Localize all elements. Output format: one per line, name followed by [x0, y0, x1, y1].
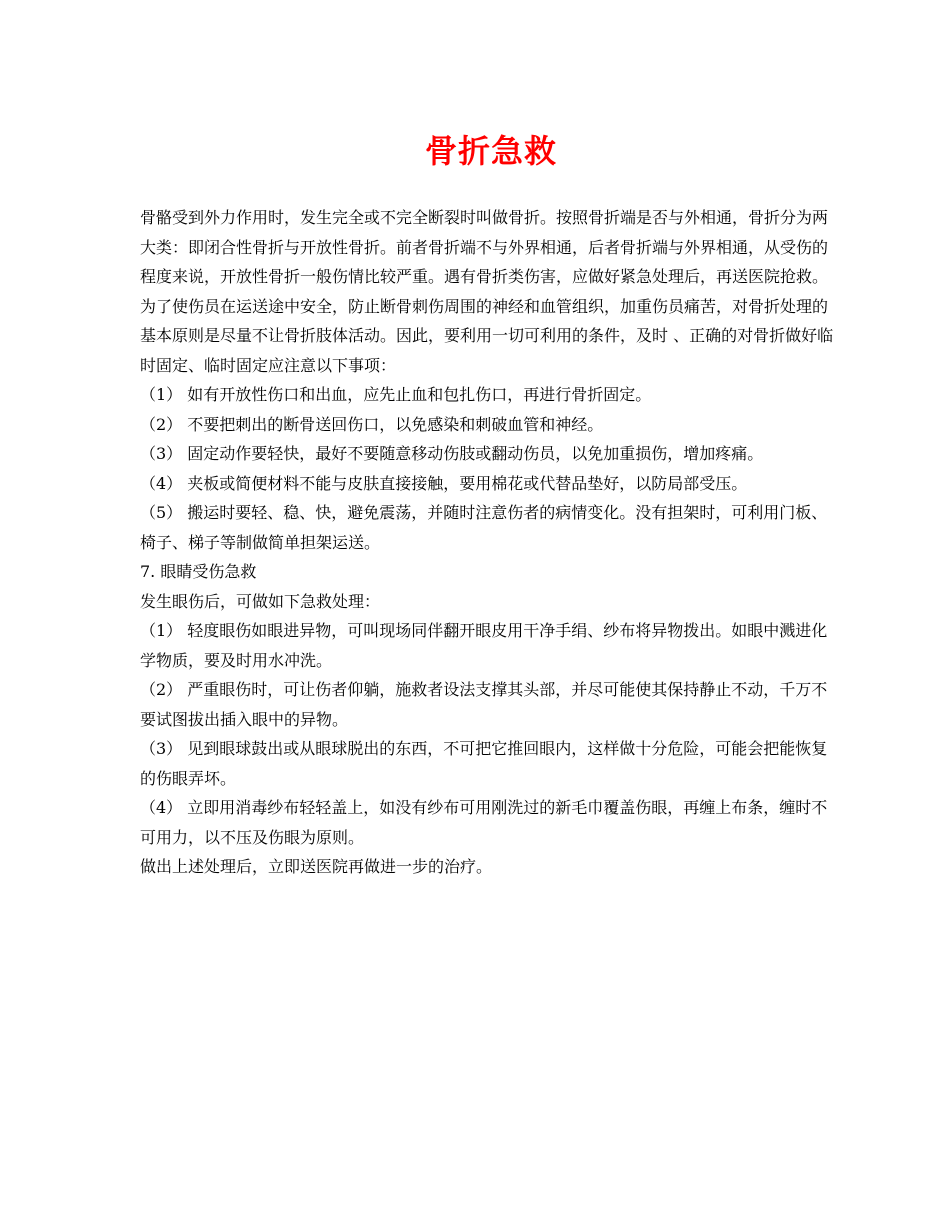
eye-step-2: （2） 严重眼伤时，可让伤者仰躺，施救者设法支撑其头部，并尽可能使其保持静止不动，千万不要试图拔出插入眼中的异物。 — [140, 680, 828, 729]
fracture-step-2: （2） 不要把刺出的断骨送回伤口，以免感染和刺破血管和神经。 — [140, 414, 604, 434]
eye-step-4: （4） 立即用消毒纱布轻轻盖上，如没有纱布可用刚洗过的新毛巾覆盖伤眼，再缠上布条，缠时不可用力，以不压及伤眼为原则。 — [140, 798, 828, 847]
eye-step-3: （3） 见到眼球鼓出或从眼球脱出的东西，不可把它推回眼内，这样做十分危险，可能会把能恢复的伤眼弄坏。 — [140, 739, 828, 788]
eye-step-1: （1） 轻度眼伤如眼进异物，可叫现场同伴翻开眼皮用干净手绢、纱布将异物拨出。如眼中溅进化学物质，要及时用水冲洗。 — [140, 621, 828, 670]
fracture-step-5: （5） 搬运时要轻、稳、快，避免震荡，并随时注意伤者的病情变化。没有担架时，可利用门板、椅子、梯子等制做简单担架运送。 — [140, 503, 828, 552]
fracture-step-3: （3） 固定动作要轻快，最好不要随意移动伤肢或翻动伤员，以免加重损伤，增加疼痛。 — [140, 444, 764, 463]
fracture-step-1: （1） 如有开放性伤口和出血，应先止血和包扎伤口，再进行骨折固定。 — [140, 385, 652, 404]
paragraph-intro: 骨骼受到外力作用时，发生完全或不完全断裂时叫做骨折。按照骨折端是否与外相通，骨折分为两大类：即闭合性骨折与开放性骨折。前者骨折端不与外界相通，后者骨折端与外界相通，从受伤的程度来说，开放性骨折一般伤情比较严重。遇有骨折类伤害，应做好紧急处理后，再送医院抢救。 — [140, 208, 829, 286]
paragraph-eye-intro: 发生眼伤后，可做如下急救处理： — [140, 591, 381, 611]
page-title: 骨折急救 — [424, 132, 557, 170]
document-body — [140, 203, 842, 882]
fracture-step-4: （4） 夹板或简便材料不能与皮肤直接接触，要用棉花或代替品垫好，以防局部受压。 — [140, 473, 748, 493]
paragraph-principles: 为了使伤员在运送途中安全，防止断骨刺伤周围的神经和血管组织，加重伤员痛苦，对骨折处理的基本原则是尽量不让骨折肢体活动。因此，要利用一切可利用的条件，及时 、正确的对骨折做好临时固定、临时固定应注意以下事项： — [140, 296, 834, 375]
paragraph-conclusion: 做出上述处理后，立即送医院再做进一步的治疗。 — [140, 857, 493, 876]
section-heading-eye-injury: 7. 眼睛受伤急救 — [140, 562, 257, 581]
